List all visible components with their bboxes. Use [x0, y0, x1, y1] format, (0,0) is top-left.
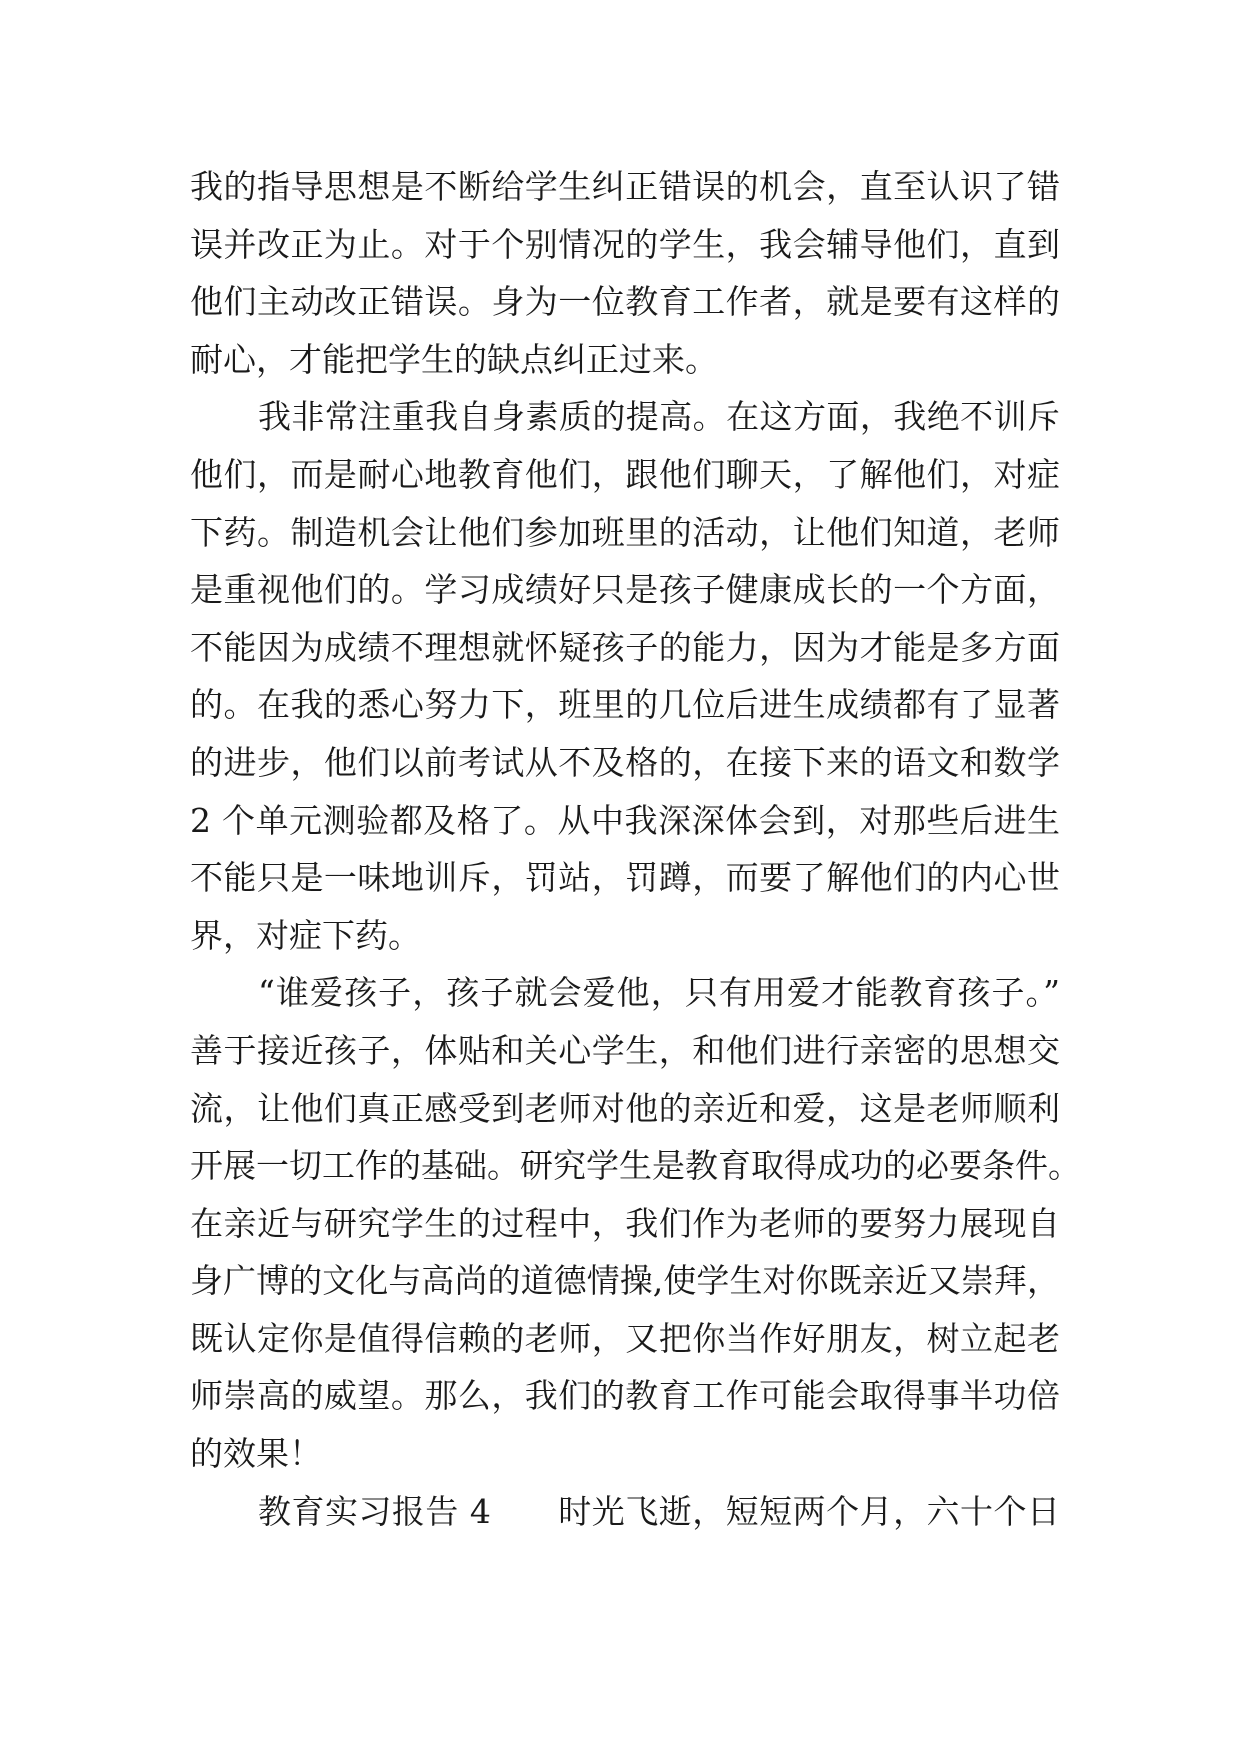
paragraph-2-line-3: 下药。制造机会让他们参加班里的活动，让他们知道，老师 — [190, 512, 1060, 552]
paragraph-3-line-4: 开展一切工作的基础。研究学生是教育取得成功的必要条件。 — [190, 1146, 1081, 1186]
paragraph-3-line-6: 身广博的文化与高尚的道德情操,使学生对你既亲近又崇拜， — [190, 1261, 1060, 1301]
paragraph-2-line-10: 界，对症下药。 — [190, 915, 421, 955]
paragraph-1-line-1: 我的指导思想是不断给学生纠正错误的机会，直至认识了错 — [190, 167, 1060, 206]
paragraph-1-line-4: 耐心，才能把学生的缺点纠正过来。 — [190, 339, 718, 379]
paragraph-2-line-1: 我非常注重我自身素质的提高。在这方面，我绝不训斥 — [258, 397, 1060, 437]
paragraph-3-line-7: 既认定你是值得信赖的老师，又把你当作好朋友，树立起老 — [190, 1318, 1060, 1358]
paragraph-3-line-1: “谁爱孩子，孩子就会爱他，只有用爱才能教育孩子。” — [258, 973, 1060, 1013]
paragraph-4-line-1: 教育实习报告 4 时光飞逝，短短两个月，六十个日 — [258, 1491, 1060, 1531]
paragraph-1-line-2: 误并改正为止。对于个别情况的学生，我会辅导他们，直到 — [190, 224, 1060, 264]
paragraph-2-line-5: 不能因为成绩不理想就怀疑孩子的能力，因为才能是多方面 — [190, 627, 1060, 667]
paragraph-2-line-4: 是重视他们的。学习成绩好只是孩子健康成长的一个方面， — [190, 570, 1060, 610]
paragraph-2-line-6: 的。在我的悉心努力下，班里的几位后进生成绩都有了显著 — [190, 685, 1060, 725]
paragraph-2-line-9: 不能只是一味地训斥，罚站，罚蹲，而要了解他们的内心世 — [190, 858, 1060, 898]
paragraph-3-line-5: 在亲近与研究学生的过程中，我们作为老师的要努力展现自 — [190, 1203, 1060, 1243]
paragraph-3-line-9: 的效果！ — [190, 1434, 322, 1474]
paragraph-1-line-3: 他们主动改正错误。身为一位教育工作者，就是要有这样的 — [190, 282, 1060, 322]
paragraph-2-line-2: 他们，而是耐心地教育他们，跟他们聊天，了解他们，对症 — [190, 454, 1060, 494]
paragraph-2-line-7: 的进步，他们以前考试从不及格的，在接下来的语文和数学 — [190, 742, 1060, 782]
body-text — [190, 158, 1081, 1540]
paragraph-3-line-3: 流，让他们真正感受到老师对他的亲近和爱，这是老师顺利 — [190, 1088, 1060, 1128]
paragraph-3-line-2: 善于接近孩子，体贴和关心学生，和他们进行亲密的思想交 — [190, 1030, 1060, 1070]
paragraph-3-line-8: 师崇高的威望。那么，我们的教育工作可能会取得事半功倍 — [190, 1376, 1060, 1416]
paragraph-2-line-8: 2 个单元测验都及格了。从中我深深体会到，对那些后进生 — [190, 800, 1060, 840]
